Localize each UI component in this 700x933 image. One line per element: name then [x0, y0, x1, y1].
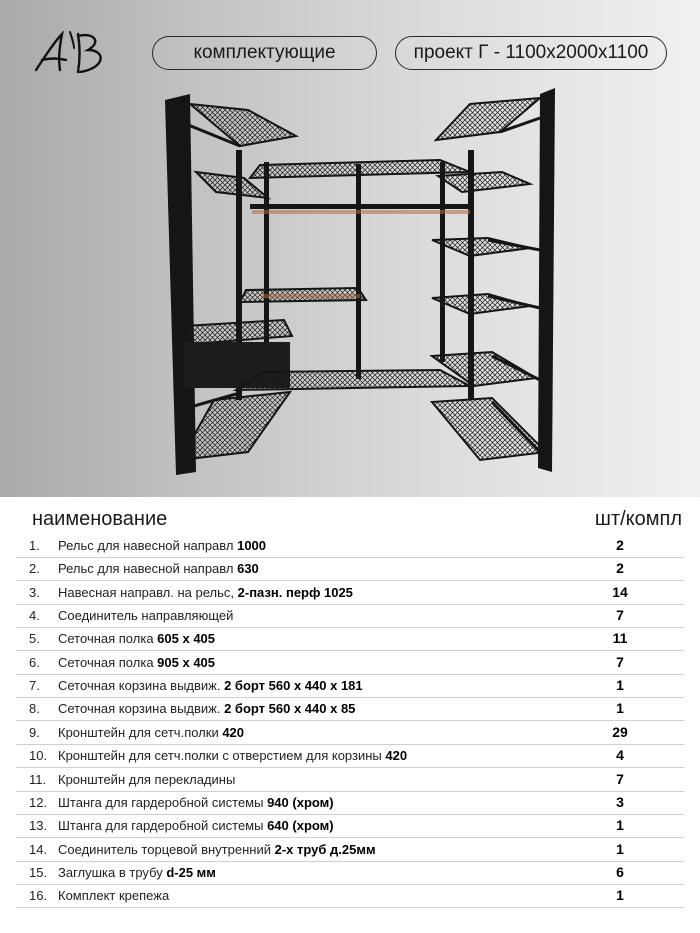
- row-name: [58, 678, 363, 693]
- wardrobe-system-image: [0, 80, 700, 497]
- row-qty: 1: [616, 817, 624, 834]
- row-number: 4.: [29, 608, 40, 624]
- row-name-text: Навесная направл. на рельс,: [58, 584, 238, 600]
- row-name-spec: 1000: [237, 538, 267, 553]
- row-name: [58, 865, 216, 880]
- tag-project: проект Г - 1100х2000х1100: [395, 36, 667, 70]
- row-qty: 6: [616, 863, 624, 880]
- row-number: 12.: [29, 794, 48, 810]
- table-row: [0, 769, 700, 792]
- row-name: [58, 585, 353, 600]
- ab-monogram-logo: [30, 28, 114, 78]
- table-row: [0, 862, 700, 885]
- row-number: 1.: [29, 538, 40, 553]
- row-qty: 1: [616, 840, 624, 857]
- row-qty: 1: [616, 700, 624, 717]
- row-number: 8.: [29, 701, 40, 717]
- row-name-text: Сеточная полка: [58, 631, 158, 647]
- row-name-text: Заглушка в трубу: [58, 864, 167, 880]
- row-name-text: Рельс для навесной направл: [58, 561, 238, 577]
- table-row: [0, 535, 700, 558]
- table-row: [0, 792, 700, 815]
- table-row: [0, 582, 700, 605]
- table-row: [0, 605, 700, 628]
- row-qty: 2: [616, 560, 624, 577]
- row-name-text: Соединитель торцевой внутренний: [58, 841, 275, 857]
- row-name-spec: 940 (хром): [267, 794, 334, 810]
- row-qty: 1: [616, 677, 624, 694]
- row-qty: 7: [616, 653, 624, 670]
- table-row: [0, 652, 700, 675]
- row-name: [58, 655, 215, 670]
- row-name-text: Сеточная корзина выдвиж.: [58, 701, 225, 717]
- row-name: [58, 748, 407, 763]
- table-row: [0, 885, 700, 908]
- row-qty: 3: [616, 793, 624, 810]
- row-number: 16.: [29, 888, 48, 904]
- row-number: 2.: [29, 561, 40, 577]
- row-name-text: Соединитель направляющей: [58, 608, 234, 624]
- row-divider: [16, 907, 684, 908]
- row-name: [58, 538, 266, 553]
- row-name: [58, 561, 259, 576]
- row-number: 7.: [29, 678, 40, 694]
- row-qty: 1: [616, 887, 624, 904]
- row-number: 15.: [29, 864, 48, 880]
- row-name: [58, 888, 169, 903]
- row-name: [58, 608, 233, 623]
- row-name-text: Штанга для гардеробной системы: [58, 818, 268, 834]
- row-name-spec: 2-х труб д.25мм: [274, 841, 376, 857]
- row-name-text: Кронштейн для сетч.полки: [58, 724, 223, 740]
- row-name-text: Рельс для навесной направл: [58, 538, 238, 553]
- row-name-spec: 605 х 405: [157, 631, 216, 647]
- row-number: 3.: [29, 584, 40, 600]
- row-name-spec: 420: [385, 748, 408, 764]
- row-number: 10.: [29, 748, 48, 764]
- row-number: 9.: [29, 724, 40, 740]
- row-name-spec: 2 борт 560 х 440 х 85: [224, 701, 356, 717]
- row-number: 6.: [29, 654, 40, 670]
- row-name: [58, 725, 244, 740]
- row-name-text: Кронштейн для сетч.полки с отверстием для корзины: [58, 748, 386, 764]
- table-row: [0, 628, 700, 651]
- row-name-spec: 2-пазн. перф 1025: [237, 584, 353, 600]
- row-name-spec: 2 борт 560 х 440 х 181: [224, 678, 363, 694]
- row-number: 11.: [29, 771, 47, 787]
- row-name: [58, 818, 334, 833]
- row-qty: 11: [612, 630, 628, 647]
- row-name-spec: 630: [237, 561, 259, 577]
- row-number: 14.: [29, 841, 48, 857]
- row-number: 5.: [29, 631, 40, 647]
- table-row: [0, 722, 700, 745]
- column-header-qty: шт/компл: [594, 508, 682, 530]
- row-name: [58, 842, 376, 857]
- row-qty: 7: [616, 607, 624, 624]
- row-name: [58, 631, 215, 646]
- row-name-spec: 905 х 405: [157, 654, 216, 670]
- row-name: [58, 772, 235, 787]
- column-header-name: наименование: [32, 508, 168, 530]
- row-qty: 14: [612, 583, 628, 600]
- row-qty: 4: [616, 747, 624, 764]
- row-name: [58, 701, 355, 716]
- table-row: [0, 839, 700, 862]
- row-name-spec: 420: [222, 724, 245, 740]
- row-name-spec: d-25 мм: [166, 864, 216, 880]
- row-qty: 7: [616, 770, 624, 787]
- table-row: [0, 675, 700, 698]
- row-name-text: Кронштейн для перекладины: [58, 771, 236, 787]
- table-row: [0, 558, 700, 581]
- row-name-text: Сеточная корзина выдвиж.: [58, 678, 225, 694]
- row-qty: 29: [612, 723, 628, 740]
- row-name-text: Штанга для гардеробной системы: [58, 794, 268, 810]
- tag-components: комплектующие: [152, 36, 377, 70]
- row-name-text: Комплект крепежа: [58, 888, 170, 904]
- row-name-spec: 640 (хром): [267, 818, 334, 834]
- table-row: [0, 698, 700, 721]
- table-row: [0, 815, 700, 838]
- row-number: 13.: [29, 818, 48, 834]
- row-name-text: Сеточная полка: [58, 654, 158, 670]
- row-qty: 2: [616, 537, 624, 553]
- table-row: [0, 745, 700, 768]
- row-name: [58, 795, 334, 810]
